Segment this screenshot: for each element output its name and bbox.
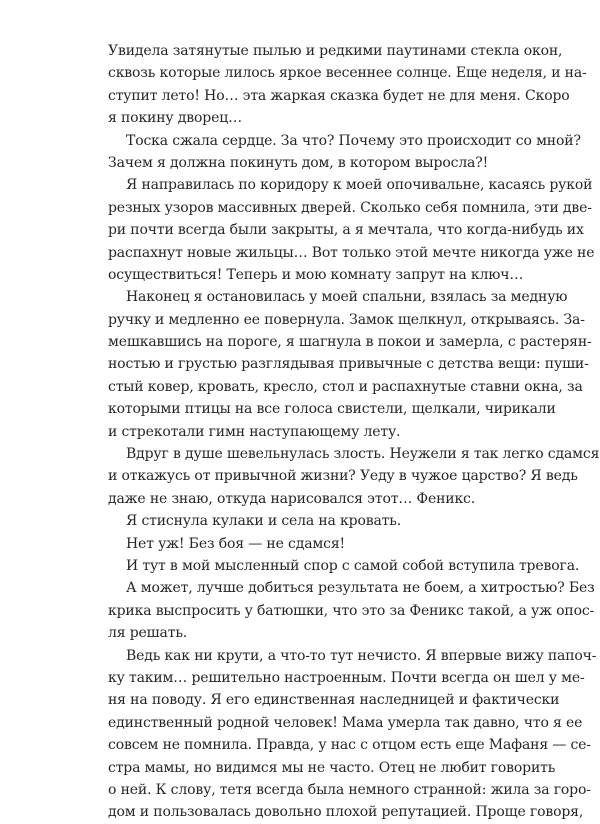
text-line: единственный родной человек! Мама умерла так давно, что я ее: [108, 714, 583, 731]
text-line: Тоска сжала сердце. За что? Почему это происходит со мной?: [126, 132, 581, 149]
text-line: стра мамы, но видимся мы не часто. Отец не любит говорить: [108, 759, 556, 776]
text-line: Я направилась по коридору к моей опочивальне, касаясь рукой: [126, 177, 593, 194]
text-line: распахнут новые жильцы… Вот только этой мечте никогда уже не: [108, 244, 595, 261]
text-line: Нет уж! Без боя — не сдамся!: [126, 535, 345, 552]
text-line: дом и пользовалась довольно плохой репутацией. Проще говоря,: [108, 804, 584, 821]
text-line: И тут в мой мысленный спор с самой собой вступила тревога.: [126, 557, 580, 574]
text-line: я покину дворец…: [108, 110, 242, 127]
text-line: и стрекотали гимн наступающему лету.: [108, 423, 401, 440]
text-line: совсем не помнила. Правда, у нас с отцом есть еще Мафаня — се-: [108, 737, 591, 754]
text-line: ку таким… решительно настроенным. Почти всегда он шел у ме-: [108, 669, 585, 686]
text-line: А может, лучше добиться результата не боем, а хитростью? Без: [126, 580, 595, 597]
text-line: сквозь которые лилось яркое весеннее солнце. Еще неделя, и на-: [108, 65, 587, 82]
text-line: осуществиться! Теперь и мою комнату запрут на ключ…: [108, 266, 524, 283]
text-line: Наконец я остановилась у моей спальни, взялась за медную: [126, 289, 568, 306]
text-line: ручку и медленно ее повернула. Замок щелкнул, открываясь. За-: [108, 311, 585, 328]
text-line: мешкавшись на пороге, я шагнула в покои и замерла, с растерян-: [108, 334, 592, 351]
text-line: стый ковер, кровать, кресло, стол и распахнутые ставни окна, за: [108, 378, 583, 395]
text-line: Я стиснула кулаки и села на кровать.: [126, 513, 402, 530]
text-line: крика выспросить у батюшки, что это за Феникс такой, а уж опос-: [108, 602, 595, 619]
text-line: резных узоров массивных дверей. Сколько себя помнила, эти две-: [108, 199, 592, 216]
text-line: ня на поводу. Я его единственная наследницей и фактически: [108, 692, 560, 709]
text-line: которыми птицы на все голоса свистели, щелкали, чирикали: [108, 401, 556, 418]
text-line: о ней. К слову, тетя всегда была немного странной: жила за горо-: [108, 781, 591, 798]
text-line: ля решать.: [108, 625, 188, 642]
text-line: и откажусь от привычной жизни? Уеду в чужое царство? Я ведь: [108, 468, 578, 485]
text-line: Ведь как ни крути, а что-то тут нечисто. Я впервые вижу папоч-: [126, 647, 597, 664]
text-line: Увидела затянутые пылью и редкими паутинами стекла окон,: [108, 43, 563, 59]
text-line: даже не знаю, откуда нарисовался этот… Феникс.: [108, 490, 476, 507]
text-line: ри почти всегда были закрыты, а я мечтала, что когда-нибудь их: [108, 222, 584, 239]
text-line: ностью и грустью разглядывая привычные с детства вещи: пуши-: [108, 356, 589, 373]
text-line: Зачем я должна покинуть дом, в котором выросла?!: [108, 154, 489, 171]
book-page-text: [108, 40, 600, 824]
text-line: ступит лето! Но… эта жаркая сказка будет не для меня. Скоро: [108, 87, 570, 104]
text-line: Вдруг в душе шевельнулась злость. Неужели я так легко сдамся: [126, 446, 600, 463]
